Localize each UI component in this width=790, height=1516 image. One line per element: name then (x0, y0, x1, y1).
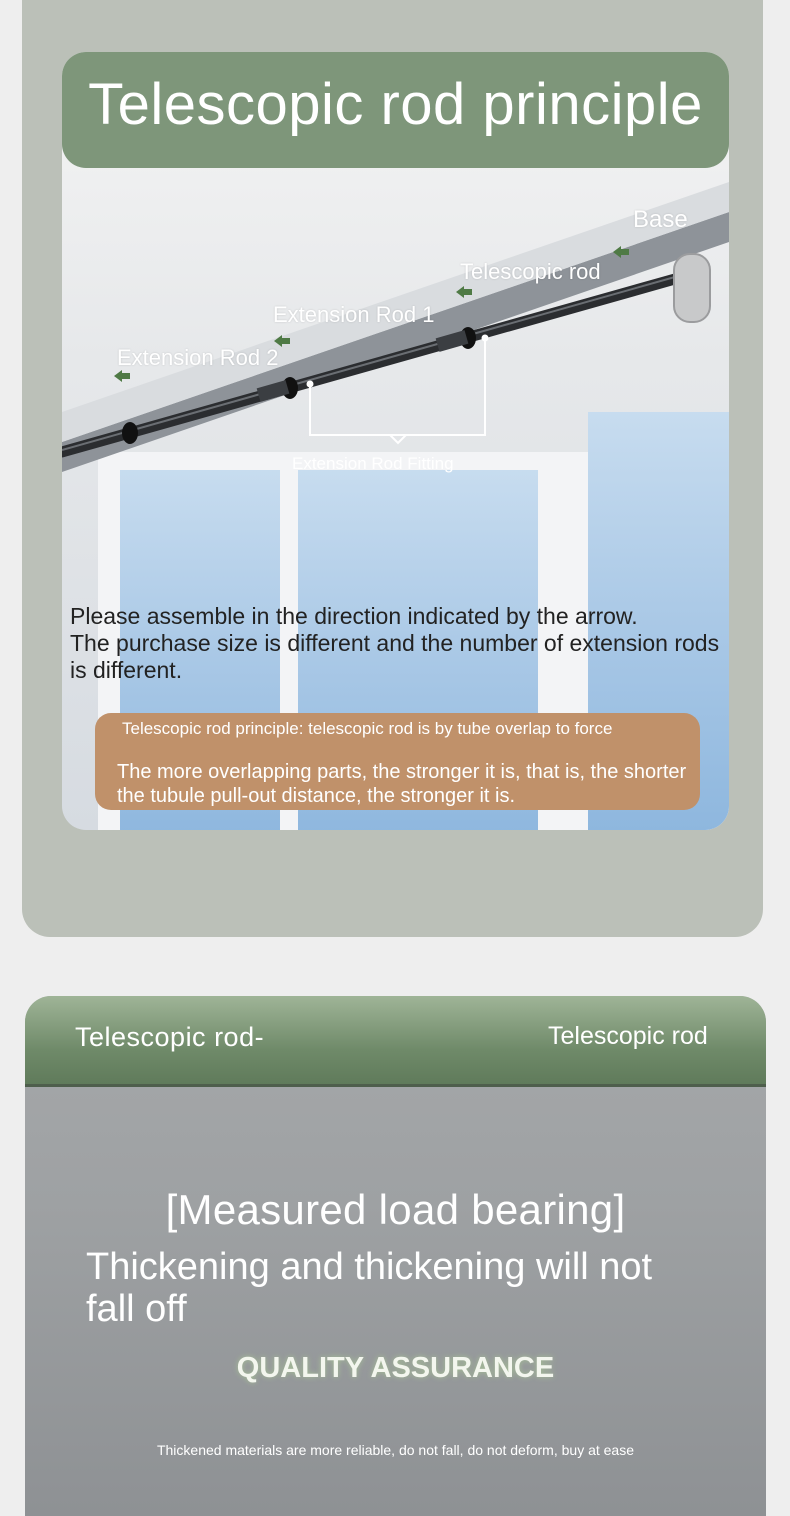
strip-label-right: Telescopic rod (548, 1022, 708, 1050)
principle-box-line2: The more overlapping parts, the stronger it is, that is, the shorter the tubule pull-out distance, the stronger it is. (117, 761, 687, 807)
assembly-note: Please assemble in the direction indicated by the arrow. (70, 603, 638, 629)
size-note: The purchase size is different and the number of extension rods is different. (70, 630, 720, 683)
label-extension-rod-1: Extension Rod 1 (273, 302, 435, 327)
thickening-text: Thickening and thickening will not fall off (86, 1246, 653, 1330)
strip-divider (25, 1084, 766, 1087)
rod-joint (122, 422, 138, 444)
rod-base (674, 254, 710, 322)
label-telescopic-rod: Telescopic rod (460, 259, 601, 284)
quality-assurance: QUALITY ASSURANCE (236, 1352, 555, 1384)
measured-heading: [Measured load bearing] (165, 1186, 626, 1233)
label-extension-rod-2: Extension Rod 2 (117, 345, 279, 370)
fine-print: Thickened materials are more reliable, do not fall, do not deform, buy at ease (156, 1442, 635, 1458)
label-extension-rod-fitting: Extension Rod Fitting (292, 454, 454, 473)
page-title: Telescopic rod principle (88, 72, 703, 137)
label-base: Base (633, 206, 688, 233)
principle-box-line1: Telescopic rod principle: telescopic rod is by tube overlap to force (122, 719, 613, 738)
strip-label-left: Telescopic rod- (75, 1022, 265, 1052)
arrow-icon (114, 370, 130, 382)
